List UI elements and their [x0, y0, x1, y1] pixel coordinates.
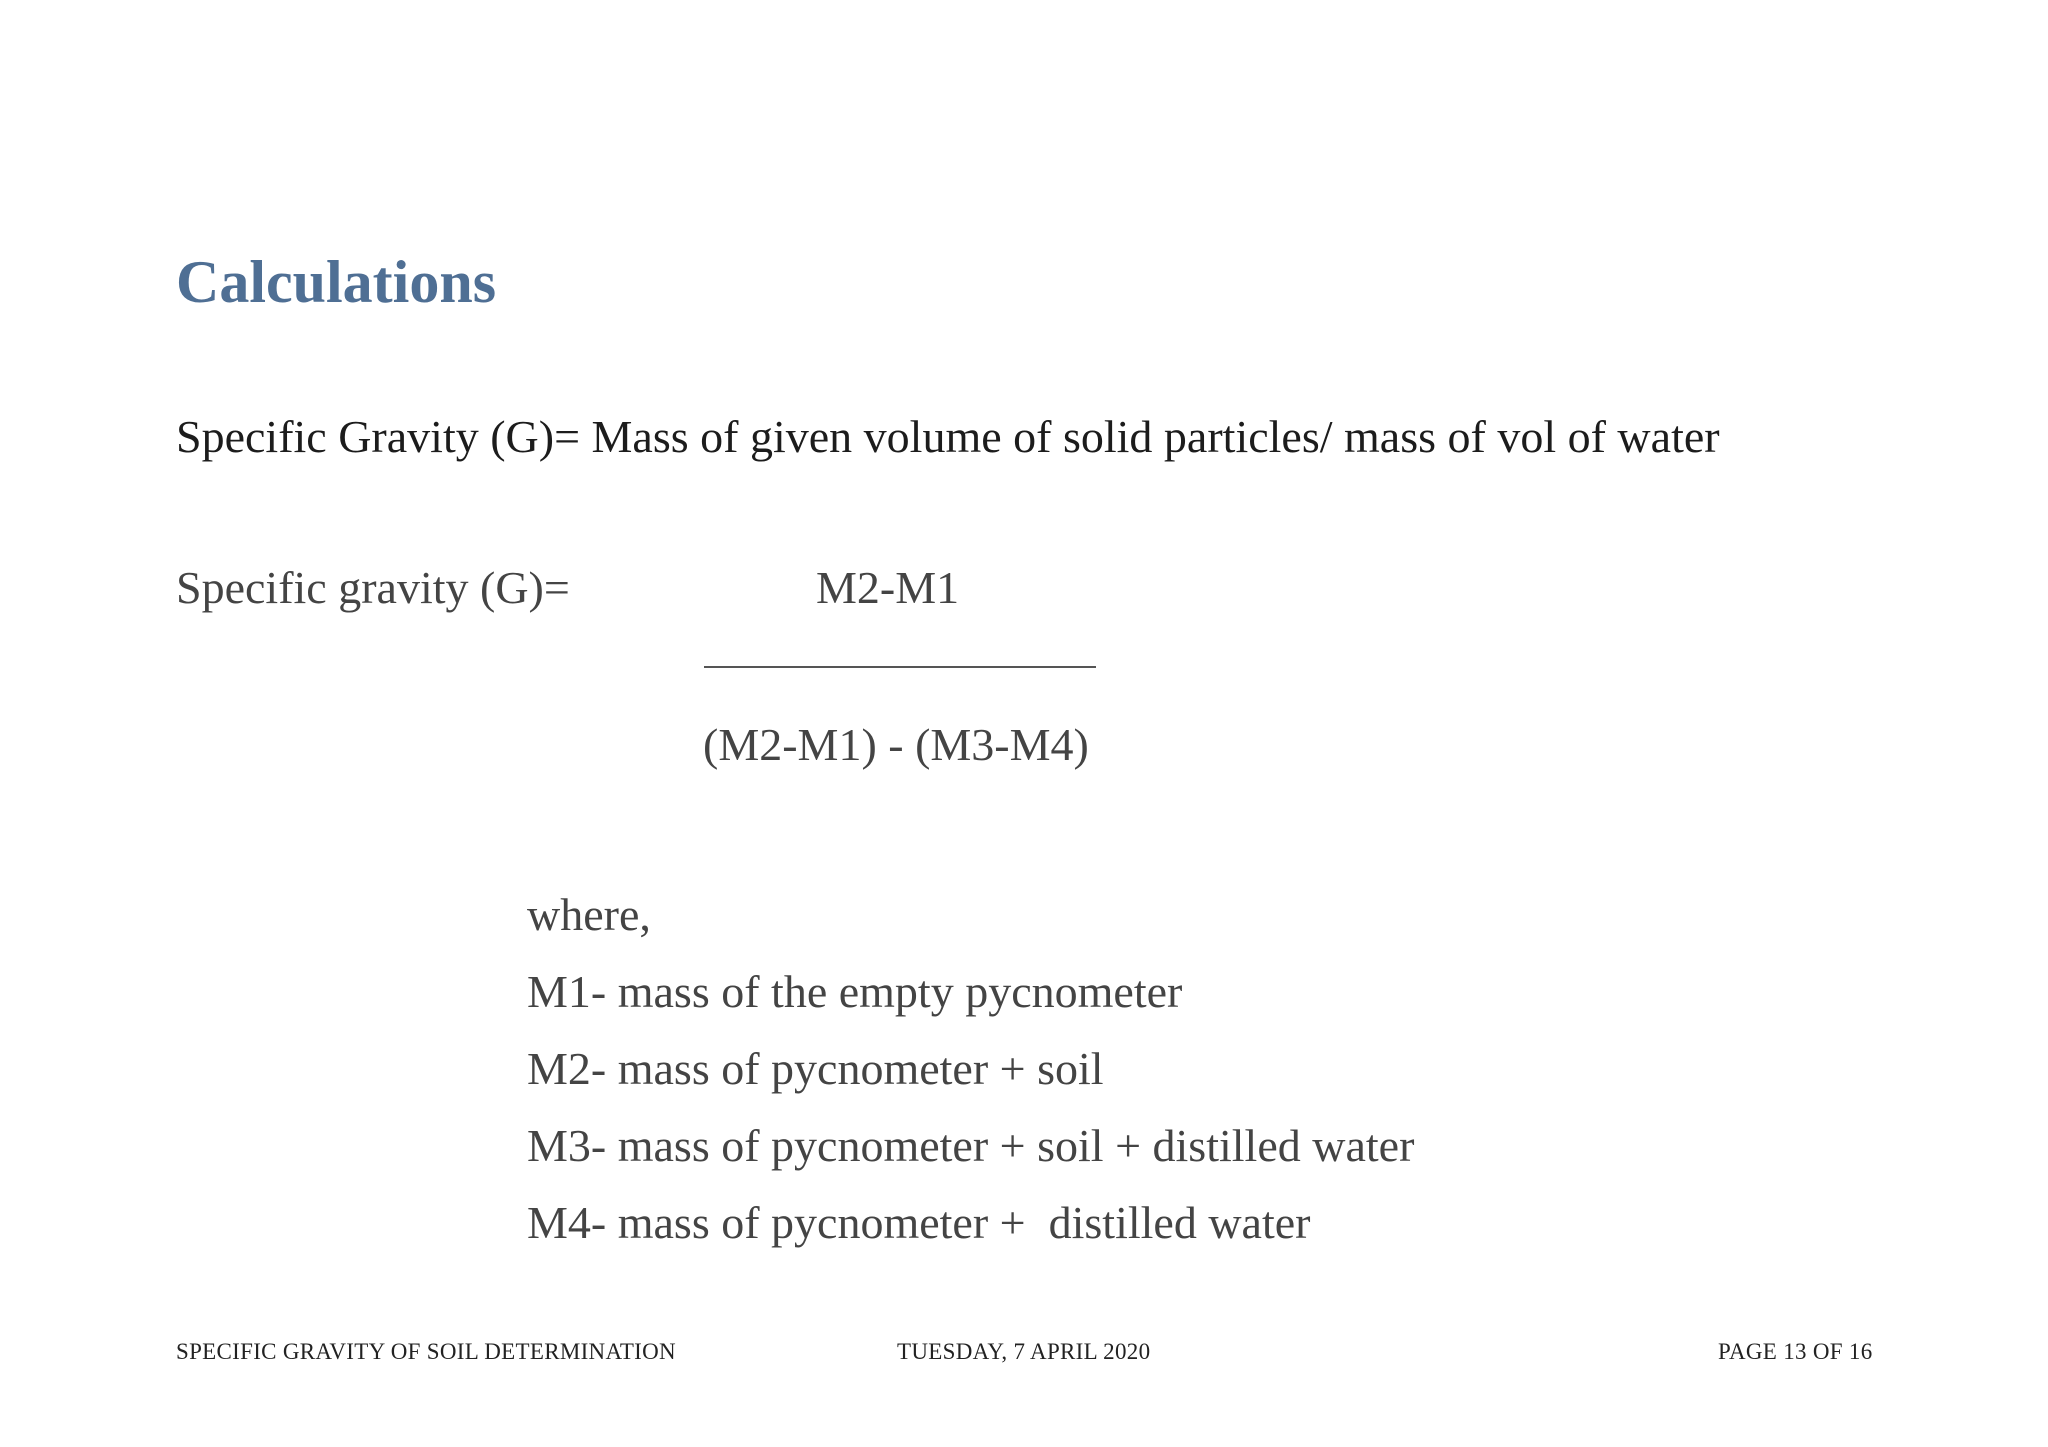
- where-intro: where,: [527, 889, 651, 940]
- variable-definition-m1: M1- mass of the empty pycnometer: [527, 966, 1183, 1017]
- fraction-bar: [704, 666, 1096, 668]
- footer-page-number: PAGE 13 OF 16: [1718, 1339, 1873, 1364]
- footer-date: TUESDAY, 7 APRIL 2020: [897, 1339, 1151, 1364]
- slide-title: Calculations: [176, 249, 497, 315]
- variable-definition-m2: M2- mass of pycnometer + soil: [527, 1043, 1104, 1094]
- formula-numerator: M2-M1: [816, 562, 960, 613]
- variable-definition-m4: M4- mass of pycnometer + distilled water: [527, 1197, 1311, 1248]
- formula-label: Specific gravity (G)=: [176, 562, 570, 613]
- definition-text: Specific Gravity (G)= Mass of given volume of solid particles/ mass of vol of water: [176, 411, 1720, 462]
- footer-document-title: SPECIFIC GRAVITY OF SOIL DETERMINATION: [176, 1339, 676, 1364]
- formula-denominator: (M2-M1) - (M3-M4): [703, 719, 1089, 770]
- variable-definitions: [527, 876, 1414, 1261]
- variable-definition-m3: M3- mass of pycnometer + soil + distilled water: [527, 1120, 1415, 1171]
